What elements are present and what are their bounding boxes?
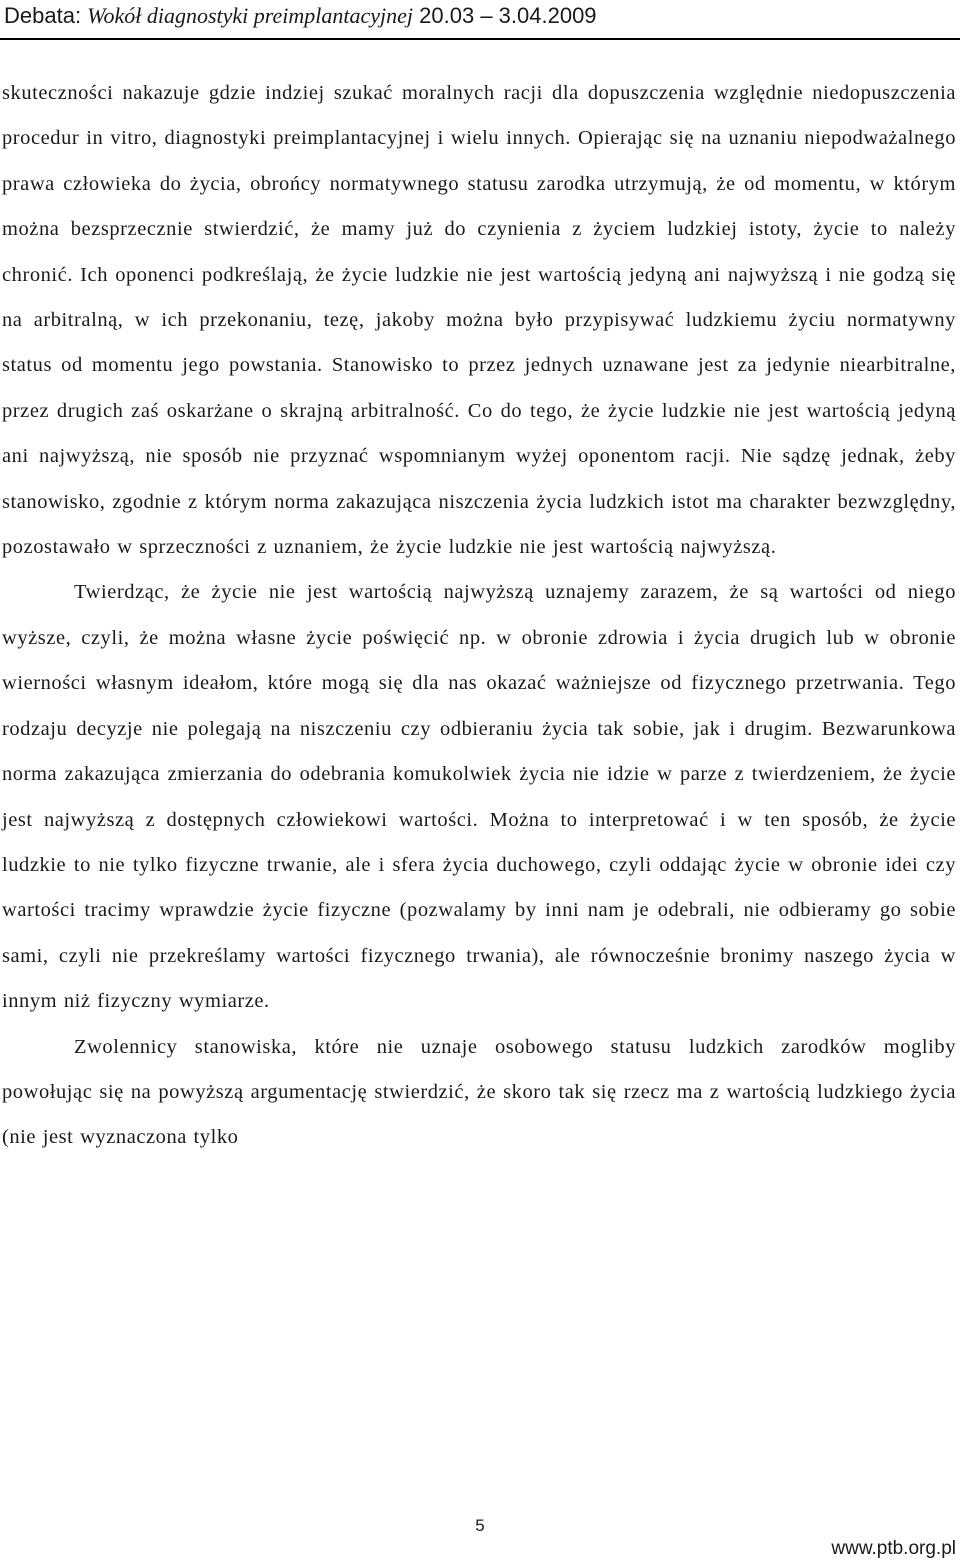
paragraph-3: Zwolennicy stanowiska, które nie uznaje osobowego statusu ludzkich zarodków mogliby powołując się na powyższą argumentację stwierdzić, że skoro tak się rzecz ma z wartością ludzkiego życia (nie jest wyznaczona tylko — [2, 1035, 956, 1149]
page-header — [4, 0, 956, 40]
paragraph-1: skuteczności nakazuje gdzie indziej szukać moralnych racji dla dopuszczenia względnie niedopuszczenia procedur in vitro, diagnostyki preimplantacyjnej i wielu innych. Opierając się na uznaniu niepodważalnego prawa człowieka do życia, obrońcy normatywnego statusu zarodka utrzymują, że od momentu, w którym można bezsprzecznie stwierdzić, że mamy już do czynienia z życiem ludzkiej istoty, życie to należy chronić. Ich oponenci podkreślają, że życie ludzkie nie jest wartością jedyną ani najwyższą i nie godzą się na arbitralną, w ich przekonaniu, tezę, jakoby można było przypisywać ludzkiemu życiu normatywny status od momentu jego powstania. Stanowisko to przez jednych uznawane jest za jedynie niearbitralne, przez drugich zaś oskarżane o skrajną arbitralność. Co do tego, że życie ludzkie nie jest wartością jedyną ani najwyższą, nie sposób nie przyznać wspomnianym wyżej oponentom racji. Nie sądzę jednak, żeby stanowisko, zgodnie z którym norma zakazująca niszczenia życia ludzkich istot ma charakter bezwzględny, pozostawało w sprzeczności z uznaniem, że życie ludzkie nie jest wartością najwyższą. — [2, 82, 956, 559]
header-prefix: Debata: — [4, 3, 88, 28]
header-title: Wokół diagnostyki preimplantacyjnej — [87, 3, 414, 28]
footer-url: www.ptb.org.pl — [831, 1538, 956, 1559]
paragraph-2: Twierdząc, że życie nie jest wartością najwyższą uznajemy zarazem, że są wartości od niego wyższe, czyli, że można własne życie poświęcić np. w obronie zdrowia i życia drugich lub w obronie wierności własnym ideałom, które mogą się dla nas okazać ważniejsze od fizycznego przetrwania. Tego rodzaju decyzje nie polegają na niszczeniu czy odbieraniu życia tak sobie, jak i drugim. Bezwarunkowa norma zakazująca zmierzania do odebrania komukolwiek życia nie idzie w parze z twierdzeniem, że życie jest najwyższą z dostępnych człowiekowi wartości. Można to interpretować i w ten sposób, że życie ludzkie to nie tylko fizyczne trwanie, ale i sfera życia duchowego, czyli oddając życie w obronie idei czy wartości tracimy wprawdzie życie fizyczne (pozwalamy by inni nam je odebrali, nie odbieramy go sobie sami, czyli nie przekreślamy wartości fizycznego trwania), ale równocześnie bronimy naszego życia w innym niż fizyczny wymiarze. — [2, 581, 956, 1013]
header-dates: 20.03 – 3.04.2009 — [413, 3, 597, 28]
page-number: 5 — [475, 1516, 485, 1535]
document-body — [2, 71, 956, 1161]
header-divider — [0, 38, 960, 40]
